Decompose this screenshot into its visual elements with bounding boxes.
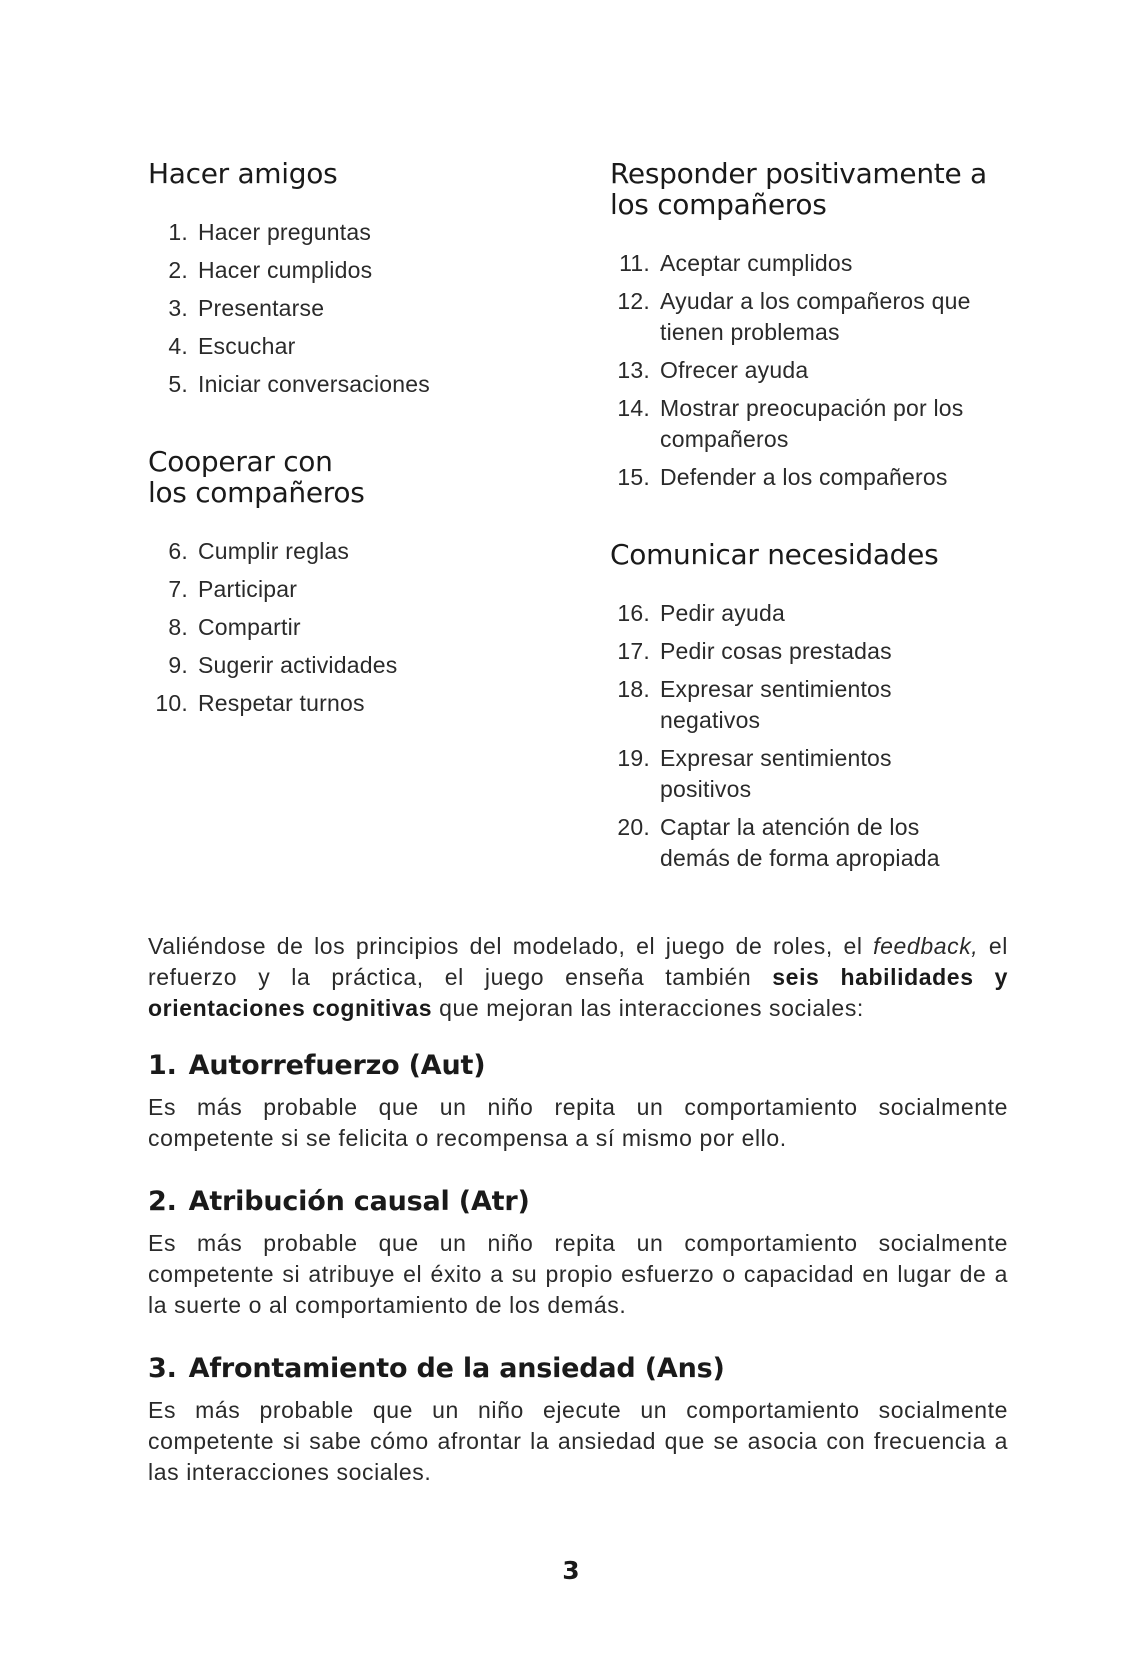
section-title-line: Cooperar con [148,445,333,478]
item-text [660,743,1030,805]
section-cooperar [148,446,568,719]
item-text: Defender a los compañeros [660,464,948,490]
list-item [610,248,1030,279]
item-text-line: Captar la atención de los [660,814,920,840]
page-number: 3 [562,1556,580,1585]
item-number: 9. [168,652,188,678]
item-text: Escuchar [198,333,296,359]
item-number: 18. [617,676,650,702]
list-item [148,331,568,362]
item-number: 1. [168,219,188,245]
intro-paragraph [148,931,1008,1024]
item-text-line: Ayudar a los compañeros que [660,288,971,314]
item-text: Hacer cumplidos [198,257,373,283]
skill-autorrefuerzo [148,1050,1008,1154]
list-item [148,536,568,567]
list-item [148,369,568,400]
list-item [148,217,568,248]
item-text-line: demás de forma apropiada [660,845,940,871]
skill-heading [148,1186,1008,1218]
list-item [610,393,1030,455]
item-text: Cumplir reglas [198,538,350,564]
list-item [610,462,1030,493]
item-number: 16. [617,600,650,626]
item-text [660,674,1030,736]
item-number: 11. [619,250,650,276]
intro-italic: feedback, [873,933,979,959]
section-title-line: los compañeros [148,476,365,509]
item-text: Presentarse [198,295,325,321]
item-text: Aceptar cumplidos [660,250,853,276]
skill-afrontamiento-ansiedad [148,1353,1008,1488]
section-responder [610,158,1030,493]
item-number: 15. [617,464,650,490]
section-title-line: Responder positivamente a [610,157,987,190]
skill-title: Atribución causal (Atr) [188,1186,530,1217]
item-text-line: positivos [660,776,752,802]
skill-number: 1. [148,1050,177,1081]
list-item [148,688,568,719]
right-column [610,158,1030,881]
skill-description: Es más probable que un niño repita un comportamiento socialmente competente si atribuye el éxito a su propio esfuerzo o capacidad en lugar de a la suerte o al comportamiento de los demás. [148,1230,1008,1318]
skill-list [610,248,1030,493]
item-text: Pedir cosas prestadas [660,638,892,664]
item-text: Compartir [198,614,301,640]
section-title [148,446,568,508]
item-number: 3. [168,295,188,321]
section-comunicar [610,539,1030,874]
skill-heading [148,1353,1008,1385]
list-item [148,255,568,286]
item-text: Sugerir actividades [198,652,398,678]
item-text: Respetar turnos [198,690,365,716]
item-number: 19. [617,745,650,771]
item-number: 7. [168,576,188,602]
list-item [610,355,1030,386]
skill-number: 3. [148,1353,177,1384]
item-text: Pedir ayuda [660,600,785,626]
item-number: 20. [617,814,650,840]
list-item [148,293,568,324]
item-text-line: Expresar sentimientos [660,745,892,771]
section-title: Comunicar necesidades [610,538,939,571]
list-item [148,650,568,681]
list-item [610,636,1030,667]
item-text-line: negativos [660,707,761,733]
skill-description: Es más probable que un niño ejecute un comportamiento socialmente competente si sabe cómo afrontar la ansiedad que se asocia con frecuencia a las interacciones sociales. [148,1397,1008,1485]
list-item [610,812,1030,874]
skill-number: 2. [148,1186,177,1217]
item-number: 17. [617,638,650,664]
item-number: 12. [617,288,650,314]
item-text-line: compañeros [660,426,789,452]
item-text-line: Expresar sentimientos [660,676,892,702]
item-text [660,286,1030,348]
intro-text: el refuerzo y la práctica, el juego enseña también [148,933,1008,990]
skill-heading [148,1050,1008,1082]
item-number: 5. [168,371,188,397]
skill-description: Es más probable que un niño repita un comportamiento socialmente competente si se felicita o recompensa a sí mismo por ello. [148,1094,1008,1151]
list-item [148,574,568,605]
list-item [610,743,1030,805]
item-number: 8. [168,614,188,640]
skill-list [148,536,568,719]
section-title: Hacer amigos [148,157,338,190]
list-item [610,598,1030,629]
item-text: Hacer preguntas [198,219,372,245]
item-text: Participar [198,576,298,602]
item-number: 10. [155,690,188,716]
item-text: Iniciar conversaciones [198,371,430,397]
item-text-line: Mostrar preocupación por los [660,395,964,421]
item-text [660,393,1030,455]
item-text-line: tienen problemas [660,319,840,345]
item-number: 6. [168,538,188,564]
list-item [610,674,1030,736]
intro-text: que mejoran las interacciones sociales: [432,995,864,1021]
skill-list [148,217,568,400]
intro-bold: seis habilidades y orientaciones cognitivas [148,964,1008,1021]
item-number: 4. [168,333,188,359]
item-number: 13. [617,357,650,383]
list-item [610,286,1030,348]
item-text [660,812,1030,874]
section-title [610,158,1030,220]
skill-title: Autorrefuerzo (Aut) [188,1050,486,1081]
item-number: 14. [617,395,650,421]
list-item [148,612,568,643]
skill-atribucion-causal [148,1186,1008,1321]
item-text: Ofrecer ayuda [660,357,809,383]
skill-list [610,598,1030,874]
item-number: 2. [168,257,188,283]
skill-title: Afrontamiento de la ansiedad (Ans) [188,1353,725,1384]
section-hacer-amigos [148,158,568,400]
intro-text: Valiéndose de los principios del modelado, el juego de roles, el [148,933,874,959]
left-column [148,158,568,726]
section-title-line: los compañeros [610,188,827,221]
